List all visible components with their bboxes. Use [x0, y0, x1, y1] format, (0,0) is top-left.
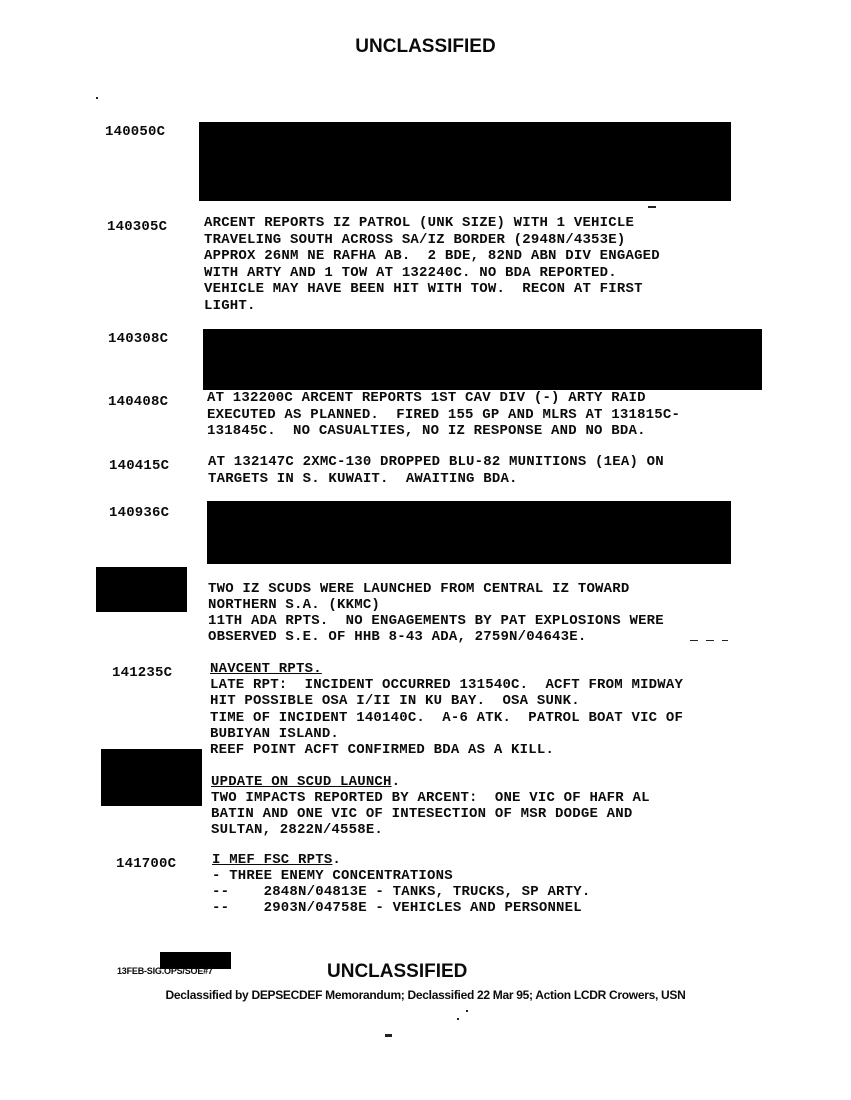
- classification-footer: UNCLASSIFIED: [327, 961, 468, 982]
- entry-heading-line: [212, 852, 341, 868]
- scan-speck: [457, 1018, 459, 1020]
- file-stamp: 13FEB-SIG.OPS/SOE#7: [117, 966, 213, 976]
- entry-line: SULTAN, 2822N/4558E.: [211, 822, 384, 838]
- entry-line: - THREE ENEMY CONCENTRATIONS: [212, 868, 453, 884]
- entry-time: 140415C: [109, 458, 170, 474]
- entry-line: NORTHERN S.A. (KKMC): [208, 597, 381, 613]
- entry-line: EXECUTED AS PLANNED. FIRED 155 GP AND MLRS AT 131815C-: [207, 407, 681, 423]
- scan-speck: [648, 206, 656, 208]
- entry-line: TIME OF INCIDENT 140140C. A-6 ATK. PATROL BOAT VIC OF: [210, 710, 684, 726]
- redaction-block: [203, 329, 762, 390]
- entry-line: LATE RPT: INCIDENT OCCURRED 131540C. ACFT FROM MIDWAY: [210, 677, 684, 693]
- entry-heading-suffix: .: [332, 852, 342, 868]
- entry-line: LIGHT.: [204, 298, 256, 314]
- entry-time: 141235C: [112, 665, 173, 681]
- entry-time: 140305C: [107, 219, 168, 235]
- entry-time: 140050C: [105, 124, 166, 140]
- scan-speck: [466, 1010, 468, 1012]
- entry-line: BATIN AND ONE VIC OF INTESECTION OF MSR DODGE AND: [211, 806, 633, 822]
- entry-line: BUBIYAN ISLAND.: [210, 726, 340, 742]
- scan-speck: [706, 640, 714, 641]
- entry-heading-line: [211, 774, 400, 790]
- entry-line: OBSERVED S.E. OF HHB 8-43 ADA, 2759N/04643E.: [208, 629, 587, 645]
- entry-line: VEHICLE MAY HAVE BEEN HIT WITH TOW. RECON AT FIRST: [204, 281, 643, 297]
- entry-line: -- 2848N/04813E - TANKS, TRUCKS, SP ARTY.: [212, 884, 591, 900]
- entry-line: APPROX 26NM NE RAFHA AB. 2 BDE, 82ND ABN DIV ENGAGED: [204, 248, 660, 264]
- entry-line: 131845C. NO CASUALTIES, NO IZ RESPONSE AND NO BDA.: [207, 423, 646, 439]
- entry-time: 140308C: [108, 331, 169, 347]
- classification-header: UNCLASSIFIED: [355, 36, 496, 57]
- entry-line: AT 132147C 2XMC-130 DROPPED BLU-82 MUNITIONS (1EA) ON: [208, 454, 664, 470]
- redaction-block: [207, 501, 731, 564]
- entry-heading: NAVCENT RPTS.: [210, 661, 322, 677]
- entry-heading: I MEF FSC RPTS: [212, 852, 333, 868]
- entry-line: TARGETS IN S. KUWAIT. AWAITING BDA.: [208, 471, 518, 487]
- entry-line: TRAVELING SOUTH ACROSS SA/IZ BORDER (2948N/4353E): [204, 232, 626, 248]
- scan-speck: [722, 640, 728, 641]
- redaction-block: [96, 567, 187, 612]
- scan-speck: [690, 640, 698, 641]
- entry-line: WITH ARTY AND 1 TOW AT 132240C. NO BDA REPORTED.: [204, 265, 617, 281]
- redaction-block: [101, 749, 202, 806]
- entry-heading-suffix: .: [391, 774, 401, 790]
- entry-heading: UPDATE ON SCUD LAUNCH: [211, 774, 392, 790]
- entry-time: 140936C: [109, 505, 170, 521]
- entry-line: REEF POINT ACFT CONFIRMED BDA AS A KILL.: [210, 742, 555, 758]
- entry-line: HIT POSSIBLE OSA I/II IN KU BAY. OSA SUNK.: [210, 693, 580, 709]
- entry-line: TWO IMPACTS REPORTED BY ARCENT: ONE VIC OF HAFR AL: [211, 790, 650, 806]
- entry-time: 140408C: [108, 394, 169, 410]
- entry-line: -- 2903N/04758E - VEHICLES AND PERSONNEL: [212, 900, 582, 916]
- entry-line: 11TH ADA RPTS. NO ENGAGEMENTS BY PAT EXPLOSIONS WERE: [208, 613, 664, 629]
- entry-line: ARCENT REPORTS IZ PATROL (UNK SIZE) WITH 1 VEHICLE: [204, 215, 635, 231]
- scan-speck: [385, 1034, 392, 1037]
- entry-line: TWO IZ SCUDS WERE LAUNCHED FROM CENTRAL IZ TOWARD: [208, 581, 630, 597]
- entry-time: 141700C: [116, 856, 177, 872]
- redaction-block: [199, 122, 731, 201]
- declassification-note: Declassified by DEPSECDEF Memorandum; Declassified 22 Mar 95; Action LCDR Crowers, USN: [165, 988, 686, 1002]
- entry-line: AT 132200C ARCENT REPORTS 1ST CAV DIV (-) ARTY RAID: [207, 390, 646, 406]
- scan-speck: [96, 97, 98, 99]
